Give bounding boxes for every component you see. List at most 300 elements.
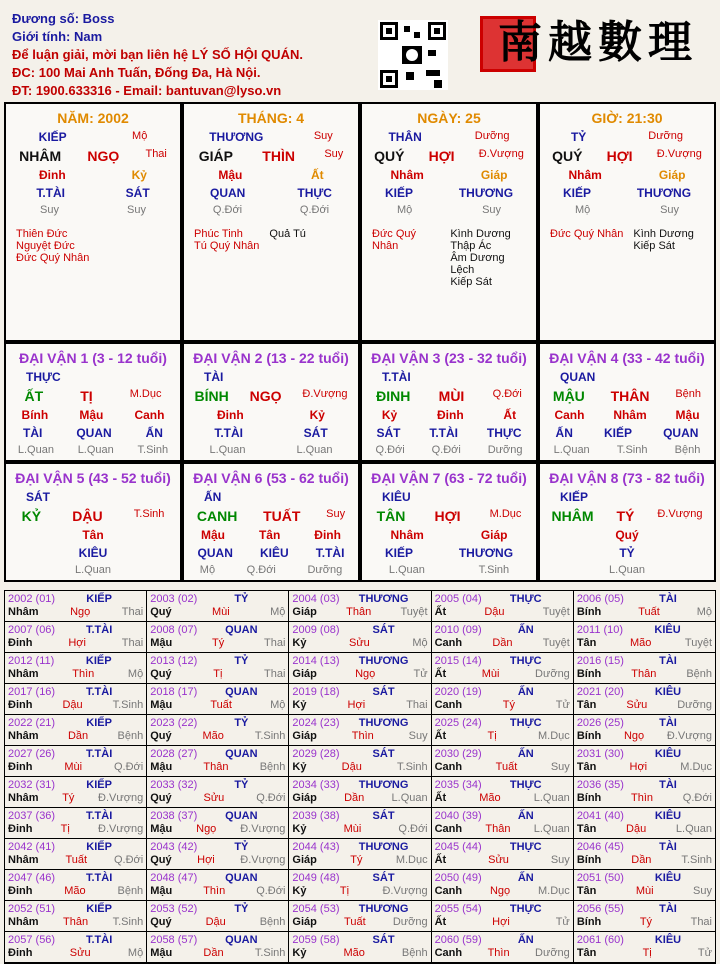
stem: TÂN — [376, 508, 406, 524]
year-line2 — [150, 699, 285, 712]
year-stem: Canh — [434, 637, 463, 649]
year-line2 — [150, 916, 285, 929]
notes — [550, 228, 704, 252]
year-stem: Bính — [576, 668, 602, 680]
year-stem: Ất — [434, 916, 447, 928]
year-line1 — [150, 655, 285, 668]
dai-van-value: Đinh — [436, 408, 464, 422]
year-stem: Ất — [434, 606, 447, 618]
dai-van-value: Canh — [554, 408, 585, 422]
year-cell — [289, 684, 431, 714]
phase: Bệnh — [675, 388, 702, 400]
year: 2015 (14) — [434, 655, 482, 667]
year-line2 — [577, 823, 712, 836]
year: 2036 (35) — [576, 779, 624, 791]
phase: Mộ — [574, 204, 591, 216]
year-cell — [574, 808, 715, 838]
year-line2 — [292, 699, 427, 712]
table-row — [5, 746, 715, 777]
year: 2019 (18) — [292, 686, 340, 698]
year-phase: Mộ — [270, 699, 286, 711]
dai-van-row — [540, 408, 714, 422]
dai-van-value: Kỷ — [381, 408, 398, 422]
year-cell — [289, 870, 431, 900]
row-hidden — [540, 168, 714, 182]
year-cell — [5, 591, 147, 621]
year-branch: Mùi — [635, 885, 654, 897]
qr-code — [378, 20, 448, 90]
year-branch: Tuất — [65, 854, 88, 866]
dai-van-value: Giáp — [480, 528, 508, 542]
year-god: THƯƠNG — [358, 655, 409, 667]
year-god: QUAN — [225, 934, 258, 946]
year-phase: Dưỡng — [535, 947, 570, 959]
year-god: QUAN — [225, 872, 258, 884]
contact-line: Để luận giải, mời bạn liên hệ LÝ SỐ HỘI QUÁN. — [12, 47, 303, 62]
note: Đức Quý Nhân — [16, 252, 90, 264]
year-phase: L.Quan — [533, 792, 570, 804]
notes-left — [372, 228, 440, 288]
note: Âm Dương Lệch — [450, 252, 505, 276]
table-row — [5, 777, 715, 808]
branch: THÂN — [610, 388, 650, 404]
row-stem — [362, 148, 536, 164]
year-phase: T.Sinh — [254, 947, 286, 959]
year-branch: Hợi — [197, 854, 215, 866]
year-phase: L.Quan — [391, 792, 428, 804]
notes-right — [633, 228, 693, 252]
table-row — [5, 591, 715, 622]
year: 2004 (03) — [292, 593, 340, 605]
year-line1 — [150, 903, 285, 916]
phase: Suy — [127, 204, 146, 216]
year-stem: Giáp — [292, 606, 317, 618]
phase: Đ.Vượng — [302, 388, 348, 400]
year-stem: Quý — [150, 730, 172, 742]
table-row — [5, 653, 715, 684]
year-cell — [5, 932, 147, 962]
phase: Suy — [40, 204, 59, 216]
stem: QUÝ — [552, 148, 583, 164]
branch: HỢI — [434, 508, 461, 524]
note: Thiên Đức — [16, 228, 68, 240]
year: 2051 (50) — [576, 872, 624, 884]
year-line2 — [8, 730, 143, 743]
year-phase: Bệnh — [259, 916, 286, 928]
year-cell — [574, 839, 715, 869]
year: 2040 (39) — [434, 810, 482, 822]
year: 2028 (27) — [150, 748, 198, 760]
row-hidden — [362, 168, 536, 182]
year-cell — [5, 622, 147, 652]
year-branch: Dần — [631, 854, 652, 866]
dai-van-row — [540, 564, 714, 576]
phase: Q.Đới — [299, 204, 330, 216]
year-stem: Nhâm — [8, 792, 39, 804]
phone-email-line[interactable]: ĐT: 1900.633316 - Email: bantuvan@lyso.vn — [12, 83, 282, 98]
dai-van-value: Quý — [615, 528, 639, 542]
dai-van-value: KIÊU — [259, 546, 289, 560]
dai-van-row — [184, 444, 358, 456]
year-branch: Tuất — [638, 606, 660, 618]
year-line2 — [8, 947, 143, 960]
year-phase: T.Sinh — [254, 730, 286, 742]
phase: Đ.Vượng — [656, 148, 702, 160]
year-god: QUAN — [225, 624, 258, 636]
year-phase: Q.Đới — [113, 761, 144, 773]
note: Đức Quý Nhân — [372, 228, 417, 252]
dai-van-value: Ất — [503, 408, 517, 422]
status: Dưỡng — [648, 130, 684, 142]
dai-van-2 — [182, 342, 360, 462]
stem: NHÂM — [551, 508, 594, 524]
year-god: T.TÀI — [86, 624, 113, 636]
year-phase: Tử — [555, 916, 570, 928]
branch: TÝ — [616, 508, 635, 524]
year-god: THỰC — [509, 779, 542, 791]
year-line2 — [577, 606, 712, 619]
dai-van-row — [184, 426, 358, 440]
year-line1 — [8, 748, 143, 761]
year-line2 — [292, 885, 427, 898]
year-line2 — [150, 823, 285, 836]
phase: Suy — [482, 204, 502, 216]
branch: TUẤT — [263, 508, 301, 524]
year-line1 — [292, 748, 427, 761]
year-phase: Đ.Vượng — [98, 823, 144, 835]
year-branch: Sửu — [626, 699, 648, 711]
year-god: TÀI — [659, 717, 677, 729]
year-line1 — [577, 748, 712, 761]
year: 2022 (21) — [8, 717, 56, 729]
year-stem: Nhâm — [8, 730, 39, 742]
hidden-stem: Nhâm — [390, 168, 424, 182]
year-branch: Dậu — [341, 761, 362, 773]
branch: THÌN — [262, 148, 295, 164]
year-god: ẤN — [517, 624, 534, 636]
year-cell — [147, 715, 289, 745]
year-line2 — [8, 668, 143, 681]
dai-van-value: QUAN — [76, 426, 112, 440]
year: 2008 (07) — [150, 624, 198, 636]
hidden-stem: Đinh — [38, 168, 66, 182]
hidden-stem: Kỷ — [131, 168, 147, 182]
row-hidden-god — [362, 186, 536, 200]
hidden-god: T.TÀI — [36, 186, 65, 200]
year-god: T.TÀI — [86, 810, 113, 822]
dai-van-value: Q.Đới — [431, 444, 461, 456]
year-god: TỶ — [234, 779, 249, 791]
year-cell — [432, 715, 574, 745]
row-phase — [540, 204, 714, 216]
year-stem: Canh — [434, 947, 463, 959]
year-line2 — [292, 606, 427, 619]
year-line2 — [292, 916, 427, 929]
year: 2005 (04) — [434, 593, 482, 605]
year-branch: Mão — [629, 637, 652, 649]
year: 2043 (42) — [150, 841, 198, 853]
year-line1 — [8, 655, 143, 668]
year-branch: Mùi — [481, 668, 500, 680]
dai-van-value: SÁT — [303, 426, 328, 440]
year-stem: Kỷ — [292, 637, 307, 649]
year-branch: Thân — [631, 668, 657, 680]
year-phase: M.Dục — [680, 761, 713, 773]
year-cell — [147, 808, 289, 838]
dai-van-value: Bính — [21, 408, 49, 422]
year-cell — [574, 777, 715, 807]
stem: QUÝ — [374, 148, 405, 164]
status: Suy — [313, 130, 333, 142]
year: 2017 (16) — [8, 686, 56, 698]
year: 2034 (33) — [292, 779, 340, 791]
year-stem: Quý — [150, 916, 172, 928]
god: TỶ — [570, 130, 587, 144]
dai-van-pillar — [362, 508, 536, 524]
year-phase: Mộ — [696, 606, 712, 618]
year-stem: Kỷ — [292, 947, 307, 959]
year-line1 — [435, 841, 570, 854]
year: 2052 (51) — [8, 903, 56, 915]
note: Tú Quý Nhân — [194, 240, 260, 252]
year-stem: Tân — [576, 699, 597, 711]
year: 2035 (34) — [434, 779, 482, 791]
row-god — [362, 130, 536, 144]
year-cell — [5, 901, 147, 931]
year-branch: Mùi — [212, 606, 230, 618]
year-cell — [5, 684, 147, 714]
year-line1 — [577, 655, 712, 668]
year: 2044 (43) — [292, 841, 340, 853]
note: Thập Ác — [450, 240, 492, 252]
year-branch: Thìn — [72, 668, 95, 680]
year-line1 — [577, 593, 712, 606]
year-line2 — [150, 606, 285, 619]
year-phase: Bệnh — [117, 730, 144, 742]
row-phase — [184, 204, 358, 216]
year-god: THỰC — [509, 717, 542, 729]
year-line2 — [435, 730, 570, 743]
year-line1 — [292, 686, 427, 699]
year-cell — [574, 684, 715, 714]
year-line1 — [292, 841, 427, 854]
year-line2 — [435, 854, 570, 867]
year-god: T.TÀI — [86, 748, 113, 760]
year-line1 — [577, 872, 712, 885]
phase: M.Dục — [489, 508, 522, 520]
pillar-3 — [538, 102, 716, 342]
year-stem: Bính — [576, 916, 602, 928]
year-phase: Dưỡng — [392, 916, 428, 928]
year-stem: Đinh — [8, 761, 33, 773]
pillar-title: GIỜ: 21:30 — [591, 110, 663, 126]
row-hidden-god — [184, 186, 358, 200]
year-god: TỶ — [234, 717, 249, 729]
dai-van-value: SÁT — [376, 426, 401, 440]
dai-van-pillar — [184, 508, 358, 524]
row-stem — [6, 148, 180, 164]
year-cell — [432, 653, 574, 683]
year-stem: Kỷ — [292, 823, 307, 835]
dai-van-row — [184, 546, 358, 560]
year: 2006 (05) — [576, 593, 624, 605]
year: 2050 (49) — [434, 872, 482, 884]
year-phase: T.Sinh — [112, 916, 144, 928]
year: 2058 (57) — [150, 934, 198, 946]
table-row — [5, 870, 715, 901]
year-phase: T.Sinh — [681, 854, 712, 866]
dai-van-value: TÀI — [22, 426, 43, 440]
note: Đức Quý Nhân — [550, 228, 624, 240]
hidden-god: THƯƠNG — [458, 186, 514, 200]
year-line2 — [8, 854, 143, 867]
dai-van-value: L.Quan — [388, 564, 425, 576]
year-god: ẤN — [517, 686, 534, 698]
year-god: TỶ — [234, 593, 249, 605]
year-cell — [5, 777, 147, 807]
dai-van-value: L.Quan — [296, 444, 333, 456]
year-line1 — [435, 872, 570, 885]
phase: T.Sinh — [133, 508, 165, 520]
year-phase: Tuyệt — [542, 637, 570, 649]
year-phase: Tuyệt — [542, 606, 570, 618]
hidden-god: QUAN — [210, 186, 246, 200]
year-cell — [147, 746, 289, 776]
dai-van-pillar — [184, 388, 358, 404]
year-stem: Đinh — [8, 699, 33, 711]
header — [12, 10, 303, 100]
note: Nguyệt Đức — [16, 240, 75, 252]
year-god: KIÊU — [654, 686, 682, 698]
year-god: SÁT — [372, 934, 395, 946]
year-phase: M.Dục — [538, 885, 570, 897]
year-branch: Sửu — [203, 792, 225, 804]
year: 2012 (11) — [8, 655, 55, 667]
year-cell — [5, 839, 147, 869]
year-stem: Nhâm — [8, 854, 39, 866]
year-line2 — [150, 947, 285, 960]
year: 2002 (01) — [8, 593, 56, 605]
year-stem: Quý — [150, 792, 172, 804]
year-line1 — [577, 934, 712, 947]
year-cell — [147, 901, 289, 931]
stem: ẤT — [24, 388, 44, 404]
year-line2 — [577, 761, 712, 774]
year-phase: L.Quan — [533, 823, 570, 835]
year-line1 — [150, 717, 285, 730]
dai-van-value: L.Quan — [209, 444, 246, 456]
pillar-title: NGÀY: 25 — [417, 110, 481, 126]
year-line2 — [150, 885, 285, 898]
year-cell — [289, 932, 431, 962]
year-cell — [289, 901, 431, 931]
year-branch: Hợi — [68, 637, 86, 649]
year-phase: Đ.Vượng — [98, 792, 144, 804]
year-line2 — [435, 606, 570, 619]
hidden-stem: Giáp — [480, 168, 508, 182]
year-branch: Tý — [211, 637, 225, 649]
year-phase: Suy — [693, 885, 713, 897]
year-branch: Mão — [64, 885, 86, 897]
year-stem: Mậu — [150, 885, 173, 897]
stem: ĐINH — [376, 388, 411, 404]
dai-van-title: ĐẠI VẬN 4 (33 - 42 tuổi) — [549, 350, 705, 366]
year-line1 — [292, 624, 427, 637]
year-line2 — [150, 761, 285, 774]
year-branch: Thân — [485, 823, 511, 835]
year-god: TÀI — [659, 779, 677, 791]
dai-van-row — [362, 444, 536, 456]
dai-van-value: Canh — [134, 408, 165, 422]
year-line1 — [292, 779, 427, 792]
year: 2032 (31) — [8, 779, 56, 791]
year-line1 — [150, 779, 285, 792]
year-phase: Tuyệt — [400, 606, 428, 618]
year: 2025 (24) — [434, 717, 482, 729]
year-phase: Thai — [406, 699, 428, 711]
dai-van-value: Mộ — [199, 564, 216, 576]
year-branch: Ngọ — [196, 823, 217, 835]
year-branch: Mùi — [343, 823, 362, 835]
year-phase: Q.Đới — [113, 854, 144, 866]
row-god — [184, 130, 358, 144]
year-stem: Canh — [434, 699, 463, 711]
year-cell — [574, 622, 715, 652]
dai-van-value: QUAN — [663, 426, 699, 440]
year: 2041 (40) — [576, 810, 624, 822]
year-god: KIẾP — [86, 717, 112, 729]
year-phase: Thai — [121, 637, 144, 649]
year-god: TÀI — [659, 841, 677, 853]
year: 2029 (28) — [292, 748, 340, 760]
year-cell — [5, 653, 147, 683]
year: 2023 (22) — [150, 717, 198, 729]
year-stem: Tân — [576, 885, 597, 897]
year-stem: Nhâm — [8, 916, 39, 928]
year-cell — [432, 808, 574, 838]
year-branch: Thìn — [203, 885, 226, 897]
year: 2010 (09) — [434, 624, 482, 636]
year-stem: Mậu — [150, 947, 173, 959]
year-phase: Đ.Vượng — [666, 730, 713, 742]
year-line2 — [150, 637, 285, 650]
year-cell — [147, 653, 289, 683]
year-phase: Tử — [413, 668, 428, 680]
dai-van-title: ĐẠI VẬN 6 (53 - 62 tuổi) — [193, 470, 349, 486]
row-stem — [540, 148, 714, 164]
year-stem: Ất — [434, 668, 447, 680]
year-line1 — [435, 686, 570, 699]
year-line2 — [8, 637, 143, 650]
year: 2024 (23) — [292, 717, 340, 729]
row-hidden-god — [6, 186, 180, 200]
notes — [372, 228, 526, 288]
dai-van-value: Nhâm — [613, 408, 647, 422]
dai-van-row — [540, 426, 714, 440]
dai-van-value: KIẾP — [603, 426, 632, 440]
year-god: KIẾP — [86, 779, 112, 791]
notes-right — [450, 228, 526, 288]
dai-van-value: TỶ — [619, 546, 635, 560]
year-line2 — [435, 947, 570, 960]
dai-van-6 — [182, 462, 360, 582]
year-stem: Bính — [576, 606, 602, 618]
table-row — [5, 622, 715, 653]
phase: Suy — [324, 148, 344, 160]
year: 2016 (15) — [576, 655, 624, 667]
dai-van-value: THỰC — [486, 426, 522, 440]
year-branch: Tý — [502, 699, 516, 711]
